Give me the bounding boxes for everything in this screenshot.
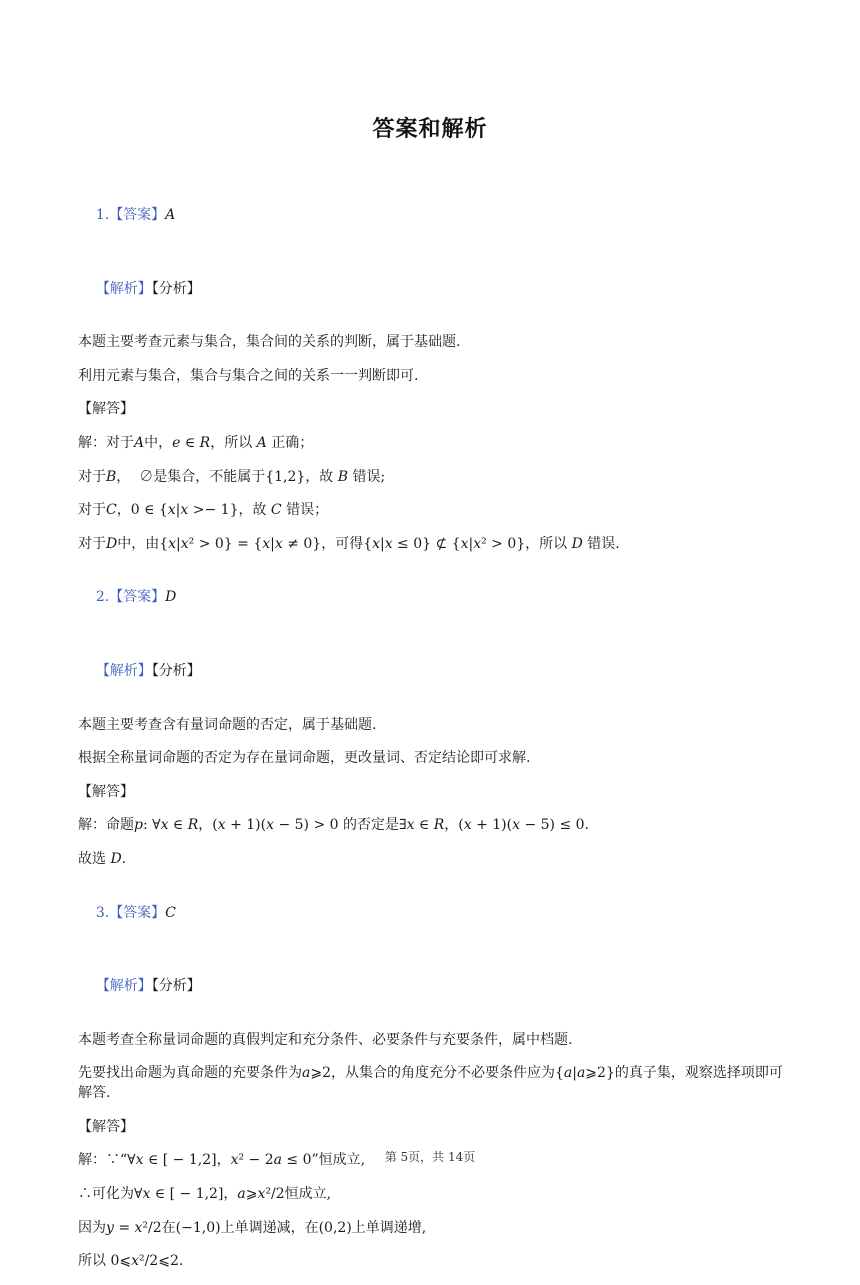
q3-jieda-line-1: 解：∵“∀𝑥 ∈ [ − 1,2]，𝑥² − 2𝑎 ≤ 0”恒成立, <box>78 1152 366 1169</box>
q3-fenxi-line-2: 先要找出命题为真命题的充要条件为𝑎⩾2，从集合的角度充分不必要条件应为{𝑎|𝑎⩾2}的真子集，观察选择项即可解答. <box>78 1065 783 1102</box>
q1-jieda-tag: 【解答】 <box>78 401 134 418</box>
q1-jieda-line-2: 对于𝐵， ∅是集合，不能属于{1,2}，故 𝐵 错误; <box>78 468 386 485</box>
q3-analysis-tag: 【解析】 <box>95 978 152 995</box>
q3-jieda-line-3: 因为𝑦 = 𝑥²/2在(−1,0)上单调递减，在(0,2)上单调递增, <box>78 1219 427 1236</box>
q1-jieda-line-4: 对于𝐷中，由{𝑥|𝑥² > 0} = {𝑥|𝑥 ≠ 0}，可得{𝑥|𝑥 ≤ 0} ⊄ {𝑥|𝑥² > 0}，所以 𝐷 错误. <box>78 535 620 552</box>
q1-answer-value: A <box>165 207 176 223</box>
q2-analysis-header <box>78 641 788 701</box>
q3-fenxi-line-1: 本题考查全称量词命题的真假判定和充分条件、必要条件与充要条件，属中档题. <box>78 1031 573 1048</box>
q3-analysis-header <box>78 956 788 1016</box>
q2-jieda-line-2: 故选 𝐷. <box>78 850 127 867</box>
q2-fenxi-line-1: 本题主要考查含有量词命题的否定，属于基础题. <box>78 716 377 733</box>
q3-jieda-tag: 【解答】 <box>78 1118 134 1135</box>
q3-jieda-line-2: ∴可化为∀𝑥 ∈ [ − 1,2]，𝑎⩾𝑥²/2恒成立, <box>78 1186 332 1203</box>
q3-number: 3. <box>95 904 110 921</box>
page-footer: 第 5页，共 14页 <box>384 1150 476 1164</box>
q1-jieda-line-1: 解：对于𝐴中，𝑒 ∈ 𝑅，所以 𝐴 正确； <box>78 434 314 451</box>
q2-answer-value: D <box>165 589 177 606</box>
q1-fenxi-line-2: 利用元素与集合，集合与集合之间的关系一一判断即可. <box>78 367 419 384</box>
q2-answer-line <box>78 567 788 627</box>
q2-analysis-tag: 【解析】 <box>95 662 152 679</box>
q1-number: 1. <box>95 207 110 223</box>
q1-answer-line <box>78 185 788 245</box>
q2-jieda-line-1: 解：命题𝑝: ∀𝑥 ∈ 𝑅，(𝑥 + 1)(𝑥 − 5) > 0 的否定是∃𝑥 ∈ 𝑅，(𝑥 + 1)(𝑥 − 5) ≤ 0. <box>78 817 589 834</box>
page-title: 答案和解析 <box>372 117 488 142</box>
q1-fenxi-line-1: 本题主要考查元素与集合，集合间的关系的判断，属于基础题. <box>78 334 461 351</box>
q1-jieda-line-3: 对于𝐶，0 ∈ {𝑥|𝑥 >− 1}，故 𝐶 错误； <box>78 502 329 519</box>
q3-answer-line <box>78 883 788 943</box>
q3-fenxi-tag: 【分析】 <box>151 978 201 995</box>
q3-answer-tag: 【答案】 <box>109 904 166 921</box>
q3-answer-value: C <box>165 904 176 921</box>
answers-body <box>78 185 788 1285</box>
q2-fenxi-tag: 【分析】 <box>151 662 201 679</box>
q1-answer-tag: 【答案】 <box>109 207 166 223</box>
q1-analysis-tag: 【解析】 <box>95 280 152 297</box>
q1-fenxi-tag: 【分析】 <box>151 280 201 297</box>
q2-fenxi-line-2: 根据全称量词命题的否定为存在量词命题，更改量词、否定结论即可求解. <box>78 750 531 767</box>
q2-answer-tag: 【答案】 <box>109 589 166 606</box>
q3-jieda-line-4: 所以 0⩽𝑥²/2⩽2. <box>78 1253 184 1270</box>
q1-analysis-header <box>78 259 788 319</box>
q2-number: 2. <box>95 589 110 606</box>
q2-jieda-tag: 【解答】 <box>78 783 134 800</box>
